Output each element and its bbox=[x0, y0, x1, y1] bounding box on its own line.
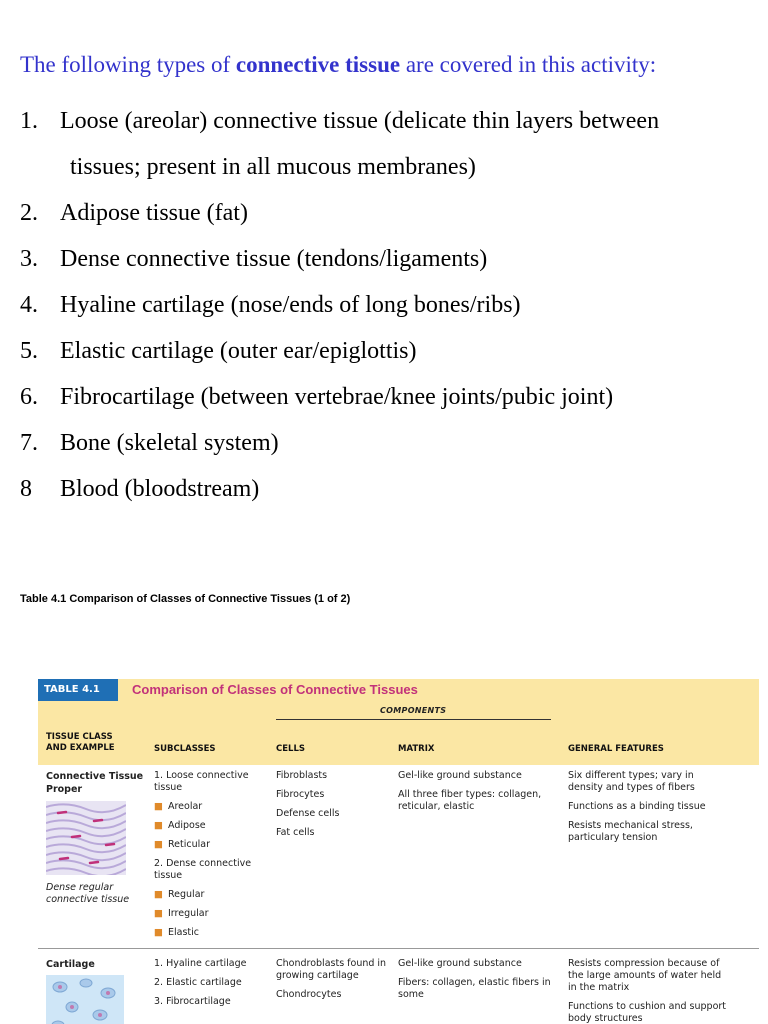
list-item: 2. Adipose tissue (fat) bbox=[20, 200, 248, 226]
row-title-cartilage: Cartilage bbox=[46, 959, 95, 970]
bullet-icon: ■ bbox=[154, 839, 163, 850]
col-header-class: TISSUE CLASS AND EXAMPLE bbox=[46, 732, 115, 753]
tissue-image-caption: Dense regular connective tissue bbox=[46, 882, 130, 905]
list-item: 5. Elastic cartilage (outer ear/epiglottis) bbox=[20, 338, 417, 364]
subclasses-cartilage: 1. Hyaline cartilage 2. Elastic cartilage 3. Fibrocartilage bbox=[154, 958, 247, 1007]
bullet-icon: ■ bbox=[154, 908, 163, 919]
list-item: 4. Hyaline cartilage (nose/ends of long bones/ribs) bbox=[20, 292, 521, 318]
table-header bbox=[38, 679, 759, 765]
subclasses-connective-proper: 1. Loose connective tissue ■ Areolar ■ Adipose ■ Reticular 2. Dense connective tissue ■ Regular ■ Irregular ■ Elastic bbox=[154, 770, 252, 938]
list-item: 7. Bone (skeletal system) bbox=[20, 430, 279, 456]
bullet-icon: ■ bbox=[154, 801, 163, 812]
features-connective-proper: Six different types; vary in density and types of fibers Functions as a binding tissue Resists mechanical stress, particulary tension bbox=[568, 770, 706, 843]
bullet-icon: ■ bbox=[154, 927, 163, 938]
bullet-icon: ■ bbox=[154, 820, 163, 831]
list-item: 8 Blood (bloodstream) bbox=[20, 476, 260, 502]
bullet-icon: ■ bbox=[154, 889, 163, 900]
components-label: COMPONENTS bbox=[380, 706, 447, 715]
cartilage-tissue-image bbox=[46, 975, 124, 1024]
cells-cartilage: Chondroblasts found in growing cartilage Chondrocytes bbox=[276, 958, 387, 1000]
dense-regular-tissue-image bbox=[46, 801, 126, 875]
list-item-continuation: tissues; present in all mucous membranes) bbox=[70, 154, 476, 180]
table-tag: TABLE 4.1 bbox=[38, 679, 118, 701]
row-title-connective-proper: Connective Tissue Proper bbox=[46, 771, 144, 795]
matrix-connective-proper: Gel-like ground substance All three fiber types: collagen, reticular, elastic bbox=[398, 770, 542, 812]
matrix-cartilage: Gel-like ground substance Fibers: collagen, elastic fibers in some bbox=[398, 958, 551, 1000]
col-header-cells: CELLS bbox=[276, 744, 305, 754]
features-cartilage: Resists compression because of the large amounts of water held in the matrix Functions to cushion and support body structures bbox=[568, 958, 727, 1024]
intro-bold-term: connective tissue bbox=[235, 52, 401, 77]
intro-heading bbox=[20, 52, 656, 78]
components-divider bbox=[276, 719, 551, 720]
col-header-features: GENERAL FEATURES bbox=[568, 744, 664, 754]
list-item: 6. Fibrocartilage (between vertebrae/knee joints/pubic joint) bbox=[20, 384, 614, 410]
comparison-table bbox=[38, 679, 759, 1024]
list-item: 1. Loose (areolar) connective tissue (delicate thin layers between bbox=[20, 108, 660, 134]
cells-connective-proper: Fibroblasts Fibrocytes Defense cells Fat cells bbox=[276, 770, 340, 838]
tissue-list bbox=[20, 98, 659, 512]
intro-text-end: are covered in this activity: bbox=[400, 52, 657, 77]
table-title: Comparison of Classes of Connective Tissues bbox=[132, 682, 418, 697]
table-caption: Table 4.1 Comparison of Classes of Connective Tissues (1 of 2) bbox=[20, 593, 351, 605]
intro-text: The following types of bbox=[20, 52, 236, 77]
list-item: 3. Dense connective tissue (tendons/ligaments) bbox=[20, 246, 488, 272]
col-header-matrix: MATRIX bbox=[398, 744, 435, 754]
col-header-subclasses: SUBCLASSES bbox=[154, 744, 216, 754]
row-divider bbox=[38, 948, 759, 949]
